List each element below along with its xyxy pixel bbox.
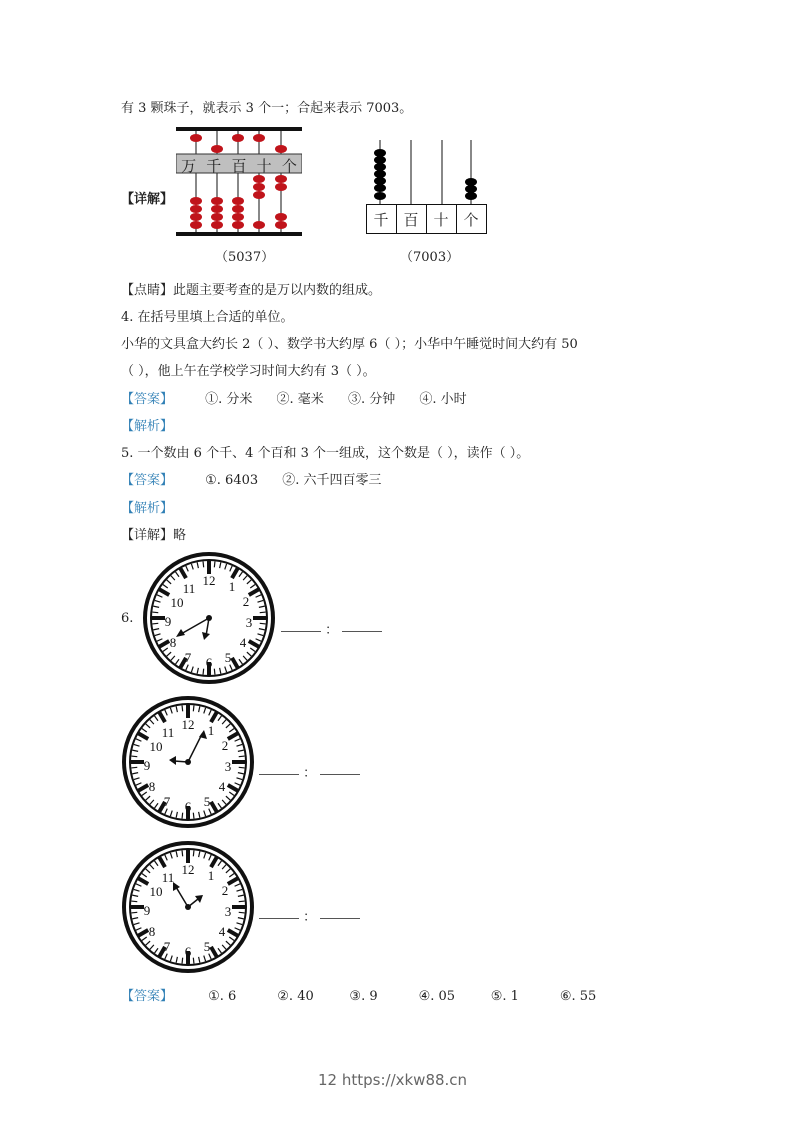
q6-answer-row: [121, 985, 616, 1004]
answer-item: ⑤. 1: [490, 989, 519, 1004]
answer-item: ②. 六千四百零三: [282, 473, 382, 488]
clock-3-answer: [259, 906, 360, 925]
answer-item: ③. 9: [349, 989, 378, 1004]
clock-2-answer: [259, 762, 360, 781]
answer-item: ①. 分米: [205, 392, 253, 407]
abacus-5037-labels: [176, 155, 302, 176]
abacus-5037-drawing: [176, 127, 302, 237]
clock-3: [122, 841, 254, 977]
place-label: 个: [463, 211, 479, 229]
abacus-7003-labels: [366, 209, 487, 230]
place-label: 个: [281, 157, 297, 175]
place-label: 十: [256, 157, 272, 175]
hour-blank[interactable]: [259, 917, 299, 919]
colon: ：: [303, 766, 317, 781]
clock-2: [122, 696, 254, 832]
answer-item: ⑥. 55: [559, 989, 597, 1004]
dianjing-note: 【点睛】此题主要考查的是万以内数的组成。: [121, 283, 382, 298]
answer-item: ②. 40: [277, 989, 314, 1004]
clock-1-answer: [281, 619, 382, 638]
place-label: 千: [206, 157, 222, 175]
place-label: 百: [231, 157, 247, 175]
place-label: 百: [403, 211, 419, 229]
detail-label: 【详解】: [121, 192, 174, 207]
page-footer: 12 https://xkw88.cn: [318, 1071, 468, 1089]
colon: ：: [303, 910, 317, 925]
minute-blank[interactable]: [320, 917, 360, 919]
q4-line2: （ ），他上午在学校学习时间大约有 3（ ）。: [121, 364, 376, 379]
answer-item: ①. 6: [208, 989, 237, 1004]
q4-answer-row: [121, 388, 487, 407]
q4-title: 4. 在括号里填上合适的单位。: [121, 310, 294, 325]
q5-answer-row: [121, 469, 402, 488]
answer-item: ①. 6403: [205, 473, 259, 488]
answer-label: 【答案】: [121, 392, 174, 407]
q4-line1: 小华的文具盒大约长 2（ ）、数学书大约厚 6（ ）；小华中午睡觉时间大约有 50: [121, 337, 578, 352]
colon: ：: [325, 623, 339, 638]
hour-blank[interactable]: [259, 773, 299, 775]
q5-detail: 【详解】略: [121, 528, 187, 543]
answer-item: ④. 小时: [419, 392, 467, 407]
place-label: 十: [433, 211, 449, 229]
answer-item: ③. 分钟: [347, 392, 396, 407]
clock-icon: [122, 696, 254, 828]
abacus-7003-caption: （7003）: [400, 250, 460, 265]
hour-blank[interactable]: [281, 630, 321, 632]
place-label: 千: [373, 211, 389, 229]
q4-analysis-label: 【解析】: [121, 419, 174, 434]
abacus-7003: [366, 140, 488, 235]
minute-blank[interactable]: [320, 773, 360, 775]
answer-item: ②. 毫米: [276, 392, 324, 407]
abacus-5037: [176, 127, 302, 237]
answer-label: 【答案】: [121, 989, 174, 1004]
clock-icon: [143, 552, 275, 684]
minute-blank[interactable]: [342, 630, 382, 632]
q6-number: 6.: [121, 611, 134, 626]
q5-analysis-label: 【解析】: [121, 501, 174, 516]
clock-icon: [122, 841, 254, 973]
q5-title: 5. 一个数由 6 个千、4 个百和 3 个一组成，这个数是（ ），读作（ ）。: [121, 446, 530, 461]
answer-label: 【答案】: [121, 473, 174, 488]
place-label: 万: [181, 157, 197, 175]
answer-item: ④. 05: [418, 989, 456, 1004]
clock-1: [143, 552, 275, 688]
abacus-5037-caption: （5037）: [215, 250, 275, 265]
intro-line: 有 3 颗珠子，就表示 3 个一；合起来表示 7003。: [121, 101, 413, 116]
